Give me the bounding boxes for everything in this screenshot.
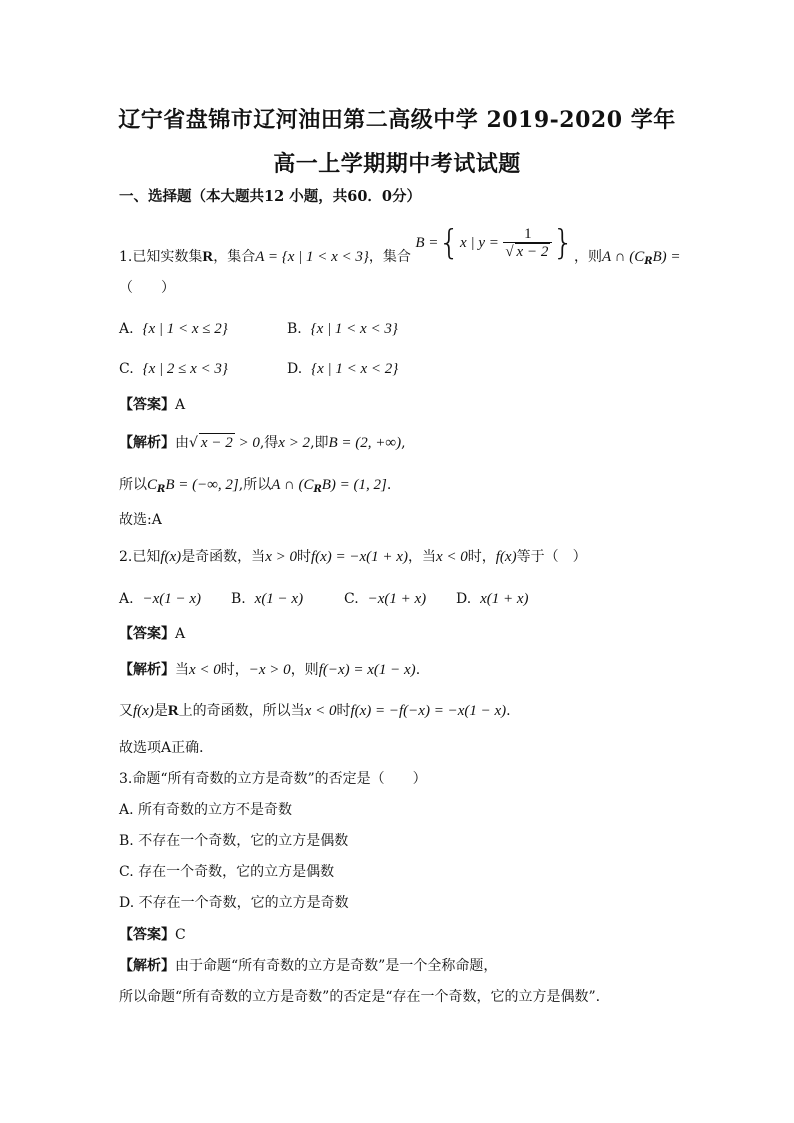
real-set: R bbox=[167, 703, 179, 719]
math-inline: f(x) bbox=[160, 549, 182, 565]
option-label: C. bbox=[344, 591, 359, 607]
q1-expression-sub: R bbox=[644, 256, 653, 267]
analysis-text: 时 bbox=[336, 703, 351, 719]
option-value: {x | 1 < x < 2} bbox=[311, 361, 399, 377]
analysis-text: 当 bbox=[175, 662, 189, 678]
option-label: B. bbox=[231, 591, 246, 607]
answer-label: 【答案】 bbox=[119, 397, 175, 413]
math-inline: x < 0 bbox=[189, 662, 221, 678]
q2-stem bbox=[119, 548, 587, 566]
q1-stem-text: 1.已知实数集 bbox=[119, 249, 203, 265]
math-inline: x < 0 bbox=[304, 703, 337, 719]
option-value: x(1 + x) bbox=[480, 591, 529, 607]
analysis-text: 所以 bbox=[119, 477, 147, 493]
math-sub: R bbox=[157, 484, 166, 495]
q2-answer bbox=[119, 625, 185, 643]
q1-analysis-line1: 【解析】由√ x − 2 > 0,得x > 2,即B = (2, +∞), bbox=[119, 435, 406, 451]
analysis-text: ,所以 bbox=[238, 477, 272, 493]
analysis-label: 【解析】 bbox=[119, 662, 175, 678]
q1-option-d bbox=[287, 361, 398, 378]
answer-value: C bbox=[175, 927, 186, 943]
q3-option-a: A. 所有奇数的立方不是奇数 bbox=[119, 802, 293, 818]
q2-option-a bbox=[119, 591, 201, 608]
option-label: A. bbox=[119, 591, 134, 607]
sqrt-radicand: x − 2 bbox=[200, 435, 233, 451]
math-inline: B = (−∞, 2] bbox=[165, 477, 239, 493]
math-inline: f(x) bbox=[495, 549, 517, 565]
analysis-label: 【解析】 bbox=[119, 435, 175, 451]
q3-stem: 3.命题“所有奇数的立方是奇数”的否定是（ ） bbox=[119, 771, 427, 787]
math-inline: C bbox=[147, 477, 158, 493]
document-title-line2: 高一上学期期中考试试题 bbox=[273, 151, 521, 177]
section-heading: 一、选择题（本大题共12 小题，共60．0分） bbox=[119, 188, 421, 205]
analysis-text: . bbox=[506, 703, 511, 719]
answer-label: 【答案】 bbox=[119, 626, 175, 642]
q2-stem-text: 时， bbox=[467, 549, 496, 565]
math-inline: x > 2 bbox=[278, 435, 311, 451]
q3-analysis-line1 bbox=[119, 957, 497, 975]
option-label: B. bbox=[287, 321, 302, 337]
analysis-label: 【解析】 bbox=[119, 958, 175, 974]
q1-paren: （ ） bbox=[119, 280, 175, 296]
q3-answer bbox=[119, 926, 186, 944]
analysis-text: . bbox=[386, 477, 392, 493]
analysis-text: , bbox=[401, 435, 406, 451]
analysis-text: 时， bbox=[220, 662, 249, 678]
analysis-text: 由 bbox=[175, 435, 189, 451]
option-label: D. bbox=[456, 591, 472, 607]
q2-stem-text: 2.已知 bbox=[119, 549, 161, 565]
option-value: x(1 − x) bbox=[254, 591, 304, 607]
math-inline: f(x) = −f(−x) = −x(1 − x) bbox=[350, 703, 507, 719]
q1-analysis-line2 bbox=[119, 476, 391, 499]
q1-real-set: R bbox=[202, 249, 214, 265]
answer-value: A bbox=[175, 626, 186, 642]
q1-set-b bbox=[415, 223, 574, 263]
option-value: −x(1 − x) bbox=[142, 591, 202, 607]
analysis-text: . bbox=[415, 662, 421, 678]
analysis-text: 由于命题“所有奇数的立方是奇数”是一个全称命题， bbox=[175, 958, 498, 974]
q2-stem-text: 时 bbox=[296, 549, 311, 565]
option-label: D. bbox=[287, 361, 303, 377]
math-inline: x < 0 bbox=[435, 549, 468, 565]
option-value: {x | 1 < x ≤ 2} bbox=[142, 321, 228, 337]
math-inline: B) = (1, 2] bbox=[321, 477, 387, 493]
q1-expression: A ∩ (C bbox=[601, 249, 645, 265]
q1-expression-end: B) = bbox=[652, 249, 681, 265]
q2-stem-text: ，当 bbox=[407, 549, 436, 565]
q3-option-b: B. 不存在一个奇数，它的立方是偶数 bbox=[119, 833, 349, 849]
answer-label: 【答案】 bbox=[119, 927, 175, 943]
q2-stem-text: 等于（ ） bbox=[516, 549, 587, 565]
q3-analysis-line2: 所以命题“所有奇数的立方是奇数”的否定是“存在一个奇数，它的立方是偶数”. bbox=[119, 989, 601, 1005]
q1-option-b bbox=[287, 321, 398, 338]
q2-option-b bbox=[231, 591, 303, 608]
math-inline: f(−x) = x(1 − x) bbox=[318, 662, 416, 678]
q1-option-a bbox=[119, 321, 228, 338]
analysis-text: ,即 bbox=[310, 435, 329, 451]
q2-conclusion: 故选项A正确． bbox=[119, 740, 214, 756]
option-label: A. bbox=[119, 321, 134, 337]
q2-analysis-line1 bbox=[119, 661, 420, 679]
q1-stem bbox=[119, 223, 681, 274]
q1-answer bbox=[119, 396, 185, 414]
option-label: C. bbox=[119, 361, 134, 377]
document-title-line1: 辽宁省盘锦市辽河油田第二高级中学 2019-2020 学年 bbox=[118, 107, 676, 133]
option-value: {x | 2 ≤ x < 3} bbox=[142, 361, 228, 377]
q3-option-c: C. 存在一个奇数，它的立方是偶数 bbox=[119, 864, 335, 880]
option-value: {x | 1 < x < 3} bbox=[310, 321, 398, 337]
math-inline: B = (2, +∞) bbox=[328, 435, 402, 451]
math-inline: > 0 bbox=[234, 435, 260, 451]
q1-option-c bbox=[119, 361, 228, 378]
math-inline: f(x) = −x(1 + x) bbox=[310, 549, 408, 565]
math-inline: f(x) bbox=[133, 703, 154, 719]
q2-stem-text: 是奇函数，当 bbox=[181, 549, 266, 565]
analysis-text: 是 bbox=[153, 703, 168, 719]
q1-stem-text: ，集合 bbox=[213, 249, 256, 265]
q2-option-c bbox=[344, 591, 426, 608]
q1-set-b-body: x | y = bbox=[460, 235, 499, 251]
q1-conclusion: 故选:A bbox=[119, 512, 162, 528]
q3-option-d: D. 不存在一个奇数，它的立方是奇数 bbox=[119, 895, 349, 911]
math-inline: x > 0 bbox=[265, 549, 297, 565]
q2-analysis-line2 bbox=[119, 702, 511, 720]
fraction-denominator: √ x − 2 bbox=[505, 244, 549, 260]
q1-fraction bbox=[503, 226, 552, 260]
analysis-text: 又 bbox=[119, 703, 133, 719]
right-brace: } bbox=[552, 223, 574, 263]
analysis-text: 上的奇函数，所以当 bbox=[178, 703, 305, 719]
analysis-text: ，则 bbox=[290, 662, 319, 678]
q1-stem-text: ，集合 bbox=[368, 249, 411, 265]
math-inline: −x > 0 bbox=[248, 662, 291, 678]
analysis-text: ,得 bbox=[259, 435, 279, 451]
left-brace: { bbox=[438, 223, 461, 263]
q2-option-d bbox=[456, 591, 529, 608]
q1-set-b-lhs: B = bbox=[415, 235, 439, 251]
math-sub: R bbox=[313, 484, 322, 495]
q1-stem-text: ，则 bbox=[573, 249, 602, 265]
sqrt-radicand: x − 2 bbox=[516, 244, 549, 260]
fraction-numerator: 1 bbox=[503, 226, 552, 243]
option-value: −x(1 + x) bbox=[367, 591, 427, 607]
math-inline: A ∩ (C bbox=[271, 477, 314, 493]
q1-set-a: A = {x | 1 < x < 3} bbox=[255, 249, 369, 265]
answer-value: A bbox=[175, 397, 186, 413]
